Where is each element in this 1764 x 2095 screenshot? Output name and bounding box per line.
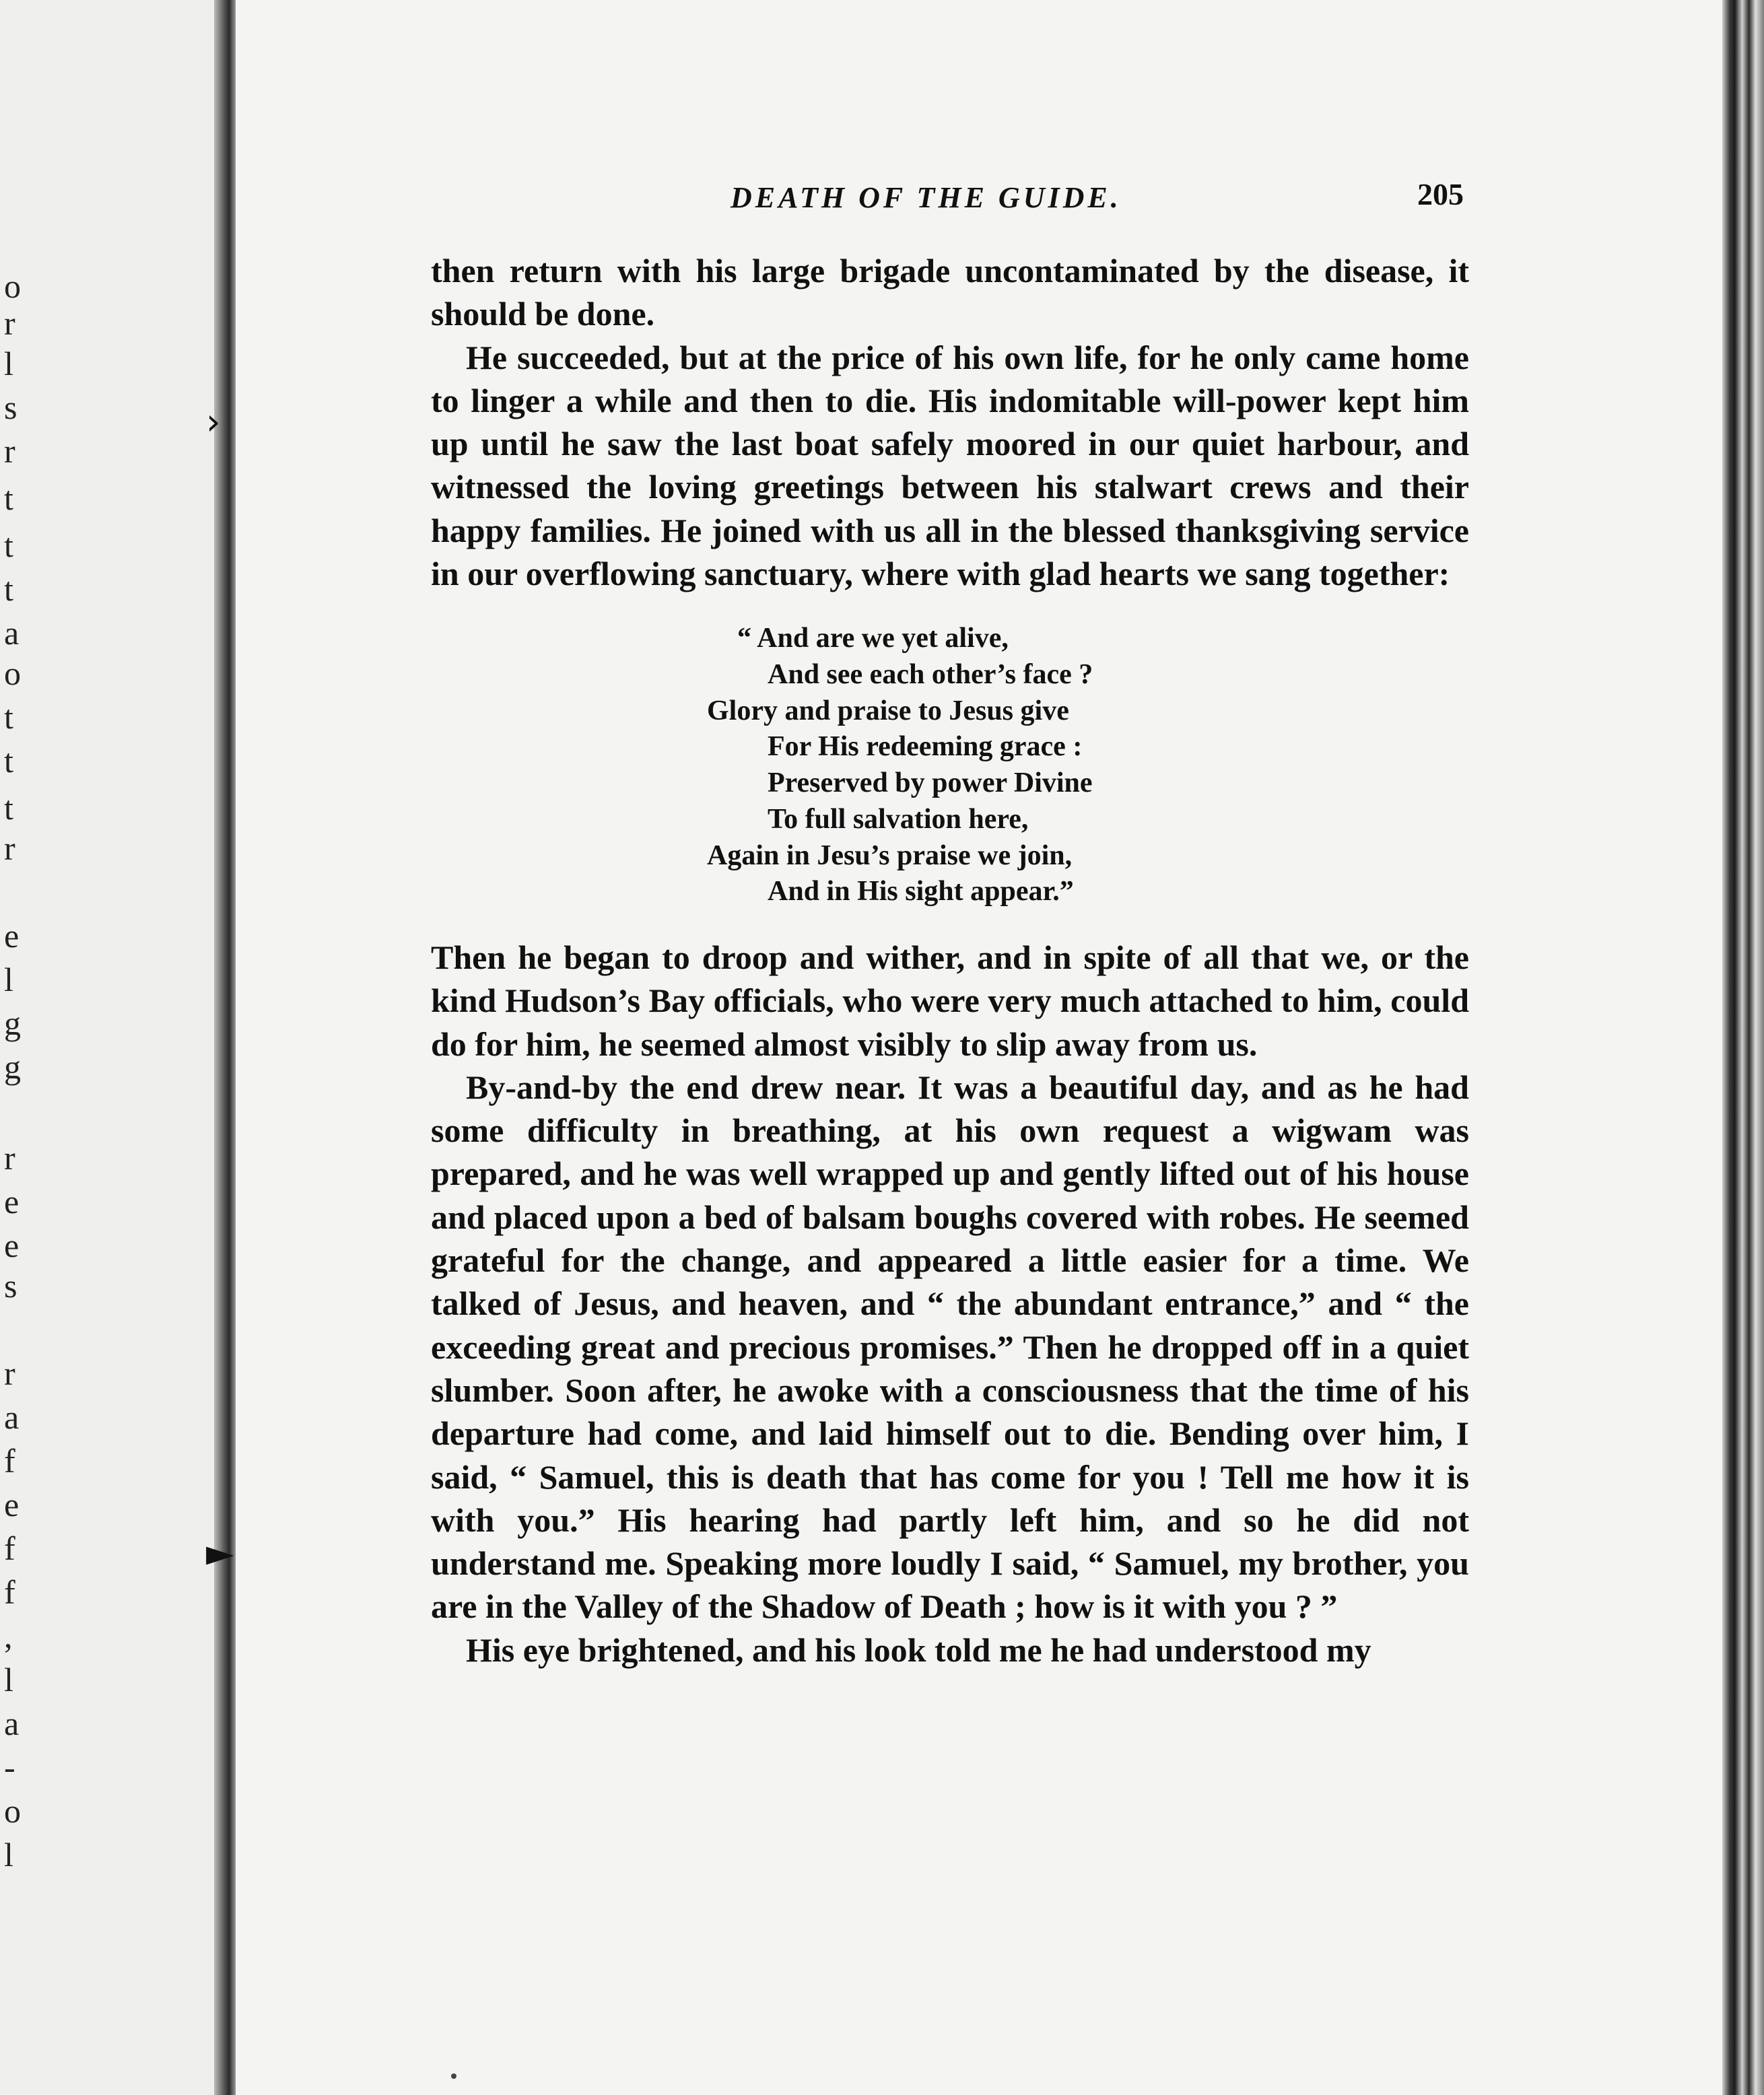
page-number: 205 bbox=[1417, 177, 1464, 211]
edge-letter: e bbox=[4, 1486, 20, 1523]
binding-mark: ► bbox=[206, 1532, 234, 1574]
edge-letter: r bbox=[4, 304, 15, 342]
edge-letter: o bbox=[4, 654, 21, 692]
edge-letter: s bbox=[4, 388, 18, 426]
edge-letter: f bbox=[4, 1573, 15, 1611]
edge-letter: , bbox=[4, 1617, 13, 1655]
verse-line: For His redeeming grace : bbox=[768, 731, 1083, 763]
edge-letter: t bbox=[4, 526, 13, 564]
edge-letter: a bbox=[4, 1705, 20, 1742]
edge-letter: t bbox=[4, 698, 13, 736]
scan-right-border bbox=[1722, 0, 1764, 2095]
verse-line: And see each other’s face ? bbox=[768, 659, 1093, 691]
facing-page-edge bbox=[0, 0, 214, 2095]
edge-letter: e bbox=[4, 1227, 20, 1264]
edge-letter: r bbox=[4, 1139, 15, 1177]
paragraph: Then he began to droop and wither, and in spite of all that we, or the kind Hudson’s Bay officials, who were very much attached to him, could do for him, he seemed almost visibly to slip away from us. bbox=[431, 938, 1469, 1063]
edge-letter: f bbox=[4, 1530, 15, 1567]
scan-speck bbox=[451, 2073, 456, 2079]
paragraph: then return with his large brigade uncontaminated by the disease, it should be done. bbox=[431, 252, 1469, 333]
edge-letter: r bbox=[4, 432, 15, 470]
verse-line: Glory and praise to Jesus give bbox=[707, 695, 1069, 726]
edge-letter: t bbox=[4, 570, 13, 608]
paragraph: His eye brightened, and his look told me he had understood my bbox=[466, 1630, 1371, 1669]
edge-letter: t bbox=[4, 479, 13, 517]
edge-letter: l bbox=[4, 345, 13, 382]
paragraph: He succeeded, but at the price of his own life, for he only came home to linger a while and then to die. His indomitable will-power kept him up until he saw the last boat safely moored in our quiet harbour, and witnessed the loving greetings between his stalwart crews and their happy families. He joined with us all in the blessed thanksgiving service in our overflowing sanctuary, where with glad hearts we sang together: bbox=[431, 338, 1469, 593]
hymn-verse bbox=[431, 621, 1469, 910]
edge-letter: e bbox=[4, 917, 20, 955]
verse-line: And in His sight appear.” bbox=[768, 876, 1074, 907]
verse-line: To full salvation here, bbox=[768, 803, 1029, 835]
edge-letter: t bbox=[4, 742, 13, 780]
edge-letter: t bbox=[4, 789, 13, 827]
edge-letter: o bbox=[4, 1792, 21, 1830]
body-text bbox=[431, 249, 1469, 1672]
book-page bbox=[236, 0, 1722, 2095]
book-gutter bbox=[214, 0, 236, 2095]
edge-letter: a bbox=[4, 1398, 20, 1436]
edge-letter: l bbox=[4, 961, 13, 998]
paragraph: By-and-by the end drew near. It was a beautiful day, and as he had some difficulty in breathing, at his own request a wigwam was prepared, and he was well wrapped up and gently lifted out of his house and placed upon a bed of balsam boughs covered with robes. He seemed grateful for the change, and appeared a little easier for a time. We talked of Jesus, and heaven, and “ the abundant entrance,” and “ the exceeding great and precious promises.” Then he dropped off in a quiet slumber. Soon after, he awoke with a consciousness that the time of his departure had come, and laid himself out to die. Bending over him, I said, “ Samuel, this is death that has come for you ! Tell me how it is with you.” His hearing had partly left him, and so he did not understand me. Speaking more loudly I said, “ Samuel, my brother, you are in the Valley of the Shadow of Death ; how is it with you ? ” bbox=[431, 1068, 1469, 1626]
edge-letter: a bbox=[4, 614, 20, 652]
edge-letter: r bbox=[4, 829, 15, 867]
edge-letter: f bbox=[4, 1442, 15, 1480]
edge-letter: l bbox=[4, 1836, 13, 1874]
binding-mark: › bbox=[206, 401, 221, 443]
running-head: DEATH OF THE GUIDE. bbox=[731, 181, 1122, 214]
edge-letter: r bbox=[4, 1354, 15, 1392]
verse-line: Again in Jesu’s praise we join, bbox=[707, 839, 1073, 871]
edge-letter: s bbox=[4, 1267, 18, 1305]
verse-line: Preserved by power Divine bbox=[768, 767, 1093, 799]
edge-letter: e bbox=[4, 1183, 20, 1221]
edge-letter: - bbox=[4, 1748, 15, 1786]
edge-letter: g bbox=[4, 1004, 21, 1042]
edge-letter: l bbox=[4, 1661, 13, 1698]
verse-line: “ And are we yet alive, bbox=[737, 623, 1009, 654]
edge-letter: g bbox=[4, 1048, 21, 1086]
page-header bbox=[236, 176, 1722, 224]
facing-page-cut-off-letters bbox=[0, 0, 27, 2095]
edge-letter: o bbox=[4, 267, 21, 305]
